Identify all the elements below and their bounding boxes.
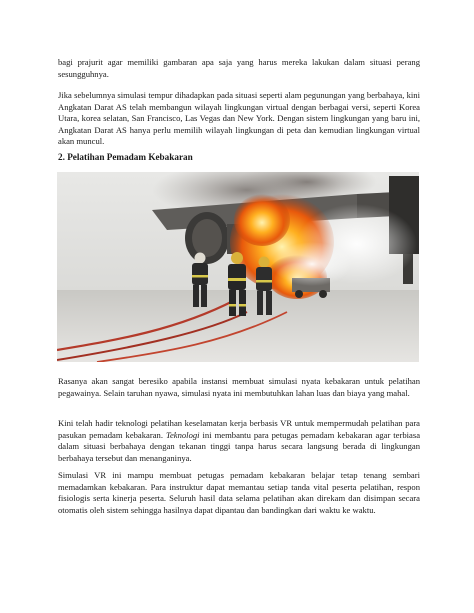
section-heading: 2. Pelatihan Pemadam Kebakaran xyxy=(58,152,193,162)
paragraph-virtual-environment: Jika sebelumnya simulasi tempur dihadapkan pada situasi seperti alam pegunungan yang berbahaya, kini Angkatan Darat AS telah membangun wilayah lingkungan virtual dengan berbagai versi, seperti Korea Utara, korea selatan, San Francisco, Las Vegas dan New York. Dengan sistem lingkungan yang baru ini, Angkatan Darat AS hanya perlu memilih wilayah lingkungan di peta dan kemudian lingkungan virtual akan muncul. xyxy=(58,90,420,147)
paragraph-4-part-2: ini membantu para petugas pemadam kebakaran agar terbiasa dalam situasi berbahaya dengan tekanan tinggi tanpa harus secara langsung berada di lingkungan berbahaya tersebut dan menanganinya. xyxy=(58,429,421,463)
paragraph-4-part-1: Kini telah hadir teknologi pelatihan keselamatan kerja berbasis VR untuk mempermudah pelatihan para pasukan pemadam kebakaran. xyxy=(58,418,420,440)
paragraph-intro-continuation: bagi prajurit agar memiliki gambaran apa saja yang harus mereka lakukan dalam situasi perang sesungguhnya. xyxy=(58,57,420,79)
paragraph-vr-technology xyxy=(58,418,420,464)
paragraph-vr-simulation: Simulasi VR ini mampu membuat petugas pemadam kebakaran belajar tetap tenang sembari memadamkan kebakaran. Para instruktur dapat memantau setiap tanda vital peserta pelatihan, respon fisiologis serta kinerja peserta. Seluruh hasil data selama pelatihan akan direkam dan disimpan secara otomatis oleh sistem sehingga hasilnya dapat dipantau dan bandingkan dari waktu ke waktu. xyxy=(58,470,420,515)
paragraph-4-italic-term: Teknologi xyxy=(165,429,200,440)
firefighter-training-photo xyxy=(57,172,419,362)
paragraph-risk: Rasanya akan sangat beresiko apabila instansi membuat simulasi nyata kebakaran untuk pelatihan pegawainya. Selain taruhan nyawa, simulasi nyata ini membutuhkan lahan luas dan biaya yang mahal. xyxy=(58,376,420,398)
